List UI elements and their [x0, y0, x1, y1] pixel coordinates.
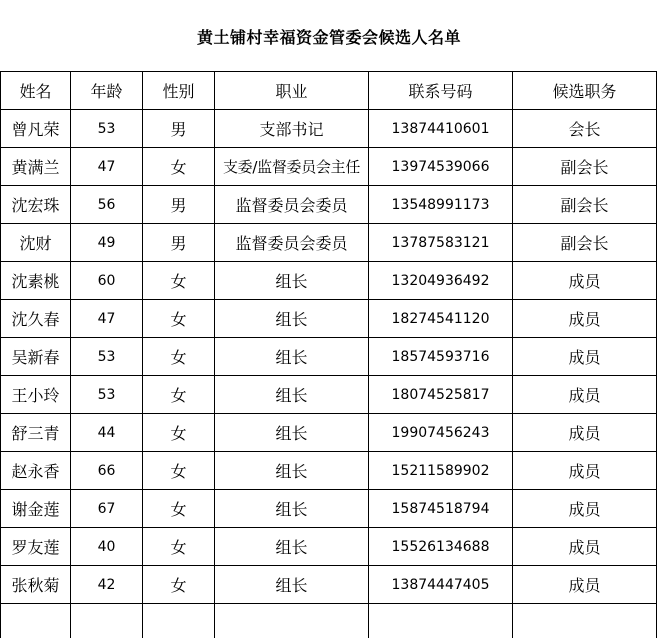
cell-age: 47: [71, 148, 143, 186]
header-name: 姓名: [1, 72, 71, 110]
cell-age: 42: [71, 566, 143, 604]
cell-phone: 19907456243: [369, 414, 513, 452]
cell-role: 成员: [513, 376, 657, 414]
cell-name: 沈财: [1, 224, 71, 262]
cell-job: 支委/监督委员会主任: [215, 148, 369, 186]
cell-name: 罗友莲: [1, 528, 71, 566]
cell-role: 成员: [513, 300, 657, 338]
cell-phone: 15526134688: [369, 528, 513, 566]
table-row: [1, 414, 657, 452]
cell-name: 吴新春: [1, 338, 71, 376]
cell-age: 44: [71, 414, 143, 452]
cell-role: 副会长: [513, 186, 657, 224]
cell-role: 副会长: [513, 224, 657, 262]
cell-age: 66: [71, 452, 143, 490]
cell-name: 沈久春: [1, 300, 71, 338]
cell-name: 黄满兰: [1, 148, 71, 186]
cell-role: 成员: [513, 452, 657, 490]
cell-role: 成员: [513, 528, 657, 566]
cell-phone: 13974539066: [369, 148, 513, 186]
cell-phone: 18574593716: [369, 338, 513, 376]
cell-gender: 女: [143, 262, 215, 300]
cell-job: 组长: [215, 490, 369, 528]
cell-role: 成员: [513, 414, 657, 452]
header-job: 职业: [215, 72, 369, 110]
document-title: 黄土铺村幸福资金管委会候选人名单: [196, 27, 461, 47]
cell-age: 40: [71, 528, 143, 566]
header-gender: 性别: [143, 72, 215, 110]
empty-row: [1, 604, 657, 638]
cell-job: 组长: [215, 262, 369, 300]
empty-cell: [1, 604, 71, 638]
cell-gender: 女: [143, 338, 215, 376]
table-row: [1, 110, 657, 148]
table-row: [1, 566, 657, 604]
table-row: [1, 186, 657, 224]
cell-name: 赵永香: [1, 452, 71, 490]
cell-name: 沈素桃: [1, 262, 71, 300]
cell-role: 会长: [513, 110, 657, 148]
cell-role: 副会长: [513, 148, 657, 186]
cell-gender: 女: [143, 528, 215, 566]
cell-gender: 男: [143, 110, 215, 148]
empty-cell: [513, 604, 657, 638]
cell-gender: 女: [143, 452, 215, 490]
cell-job: 组长: [215, 566, 369, 604]
cell-gender: 男: [143, 224, 215, 262]
empty-cell: [143, 604, 215, 638]
header-phone: 联系号码: [369, 72, 513, 110]
cell-phone: 13874447405: [369, 566, 513, 604]
cell-job: 组长: [215, 414, 369, 452]
cell-role: 成员: [513, 490, 657, 528]
cell-phone: 13787583121: [369, 224, 513, 262]
table-row: [1, 148, 657, 186]
cell-name: 张秋菊: [1, 566, 71, 604]
empty-cell: [71, 604, 143, 638]
cell-job: 组长: [215, 300, 369, 338]
cell-phone: 18074525817: [369, 376, 513, 414]
cell-age: 56: [71, 186, 143, 224]
table-row: [1, 376, 657, 414]
empty-cell: [369, 604, 513, 638]
cell-role: 成员: [513, 262, 657, 300]
cell-age: 67: [71, 490, 143, 528]
table-row: [1, 300, 657, 338]
cell-gender: 男: [143, 186, 215, 224]
table-row: [1, 528, 657, 566]
cell-gender: 女: [143, 490, 215, 528]
candidate-table: [0, 71, 657, 638]
cell-job: 支部书记: [215, 110, 369, 148]
cell-role: 成员: [513, 566, 657, 604]
cell-age: 47: [71, 300, 143, 338]
cell-phone: 13204936492: [369, 262, 513, 300]
table-row: [1, 224, 657, 262]
cell-job: 监督委员会委员: [215, 224, 369, 262]
table-row: [1, 338, 657, 376]
cell-name: 谢金莲: [1, 490, 71, 528]
cell-name: 王小玲: [1, 376, 71, 414]
cell-gender: 女: [143, 148, 215, 186]
table-row: [1, 262, 657, 300]
cell-age: 60: [71, 262, 143, 300]
cell-gender: 女: [143, 300, 215, 338]
cell-phone: 13548991173: [369, 186, 513, 224]
cell-gender: 女: [143, 414, 215, 452]
cell-phone: 13874410601: [369, 110, 513, 148]
cell-job: 组长: [215, 528, 369, 566]
cell-age: 53: [71, 376, 143, 414]
cell-age: 49: [71, 224, 143, 262]
cell-job: 组长: [215, 338, 369, 376]
header-age: 年龄: [71, 72, 143, 110]
cell-phone: 15874518794: [369, 490, 513, 528]
cell-age: 53: [71, 110, 143, 148]
empty-cell: [215, 604, 369, 638]
cell-age: 53: [71, 338, 143, 376]
cell-job: 组长: [215, 452, 369, 490]
cell-name: 舒三青: [1, 414, 71, 452]
cell-gender: 女: [143, 376, 215, 414]
cell-job: 监督委员会委员: [215, 186, 369, 224]
cell-job: 组长: [215, 376, 369, 414]
header-role: 候选职务: [513, 72, 657, 110]
cell-phone: 18274541120: [369, 300, 513, 338]
cell-name: 曾凡荣: [1, 110, 71, 148]
cell-name: 沈宏珠: [1, 186, 71, 224]
cell-role: 成员: [513, 338, 657, 376]
table-row: [1, 490, 657, 528]
cell-phone: 15211589902: [369, 452, 513, 490]
cell-gender: 女: [143, 566, 215, 604]
table-header-row: [1, 72, 657, 110]
table-row: [1, 452, 657, 490]
